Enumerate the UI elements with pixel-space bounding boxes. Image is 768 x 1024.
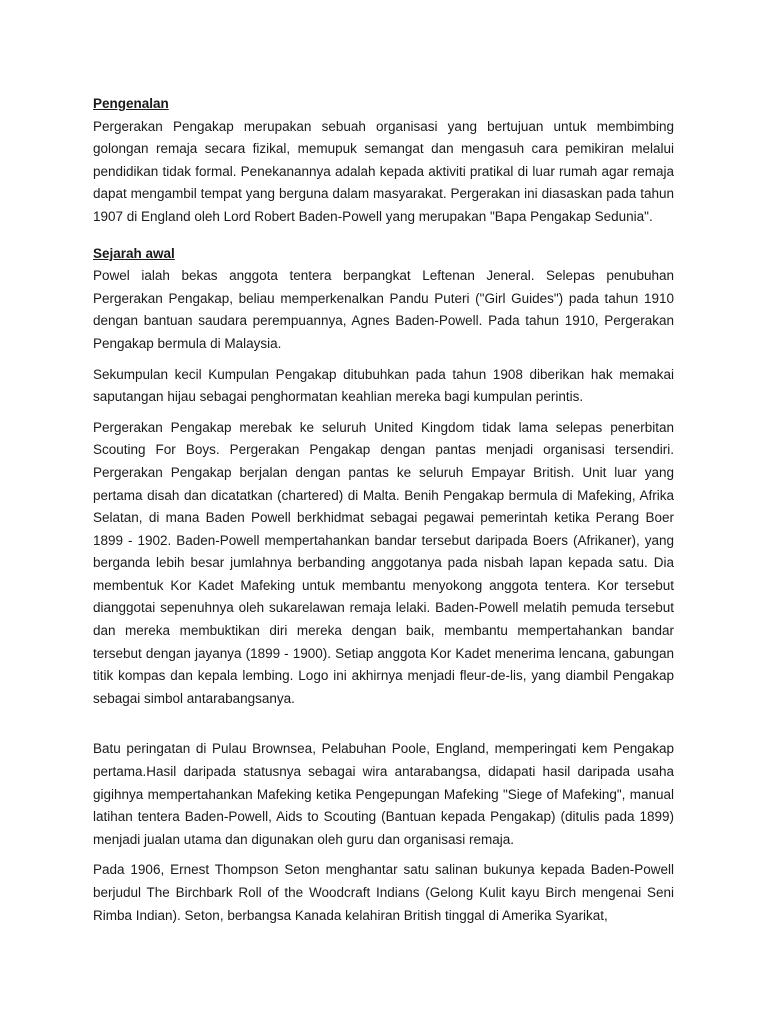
intro-paragraph: Pergerakan Pengakap merupakan sebuah organisasi yang bertujuan untuk membimbing golongan remaja secara fizikal, memupuk semangat dan mengasuh cara pemikiran melalui pendidikan tidak formal. Penekanannya adalah kepada aktiviti pratikal di luar rumah agar remaja dapat mengambil tempat yang berguna dalam masyarakat. Pergerakan ini diasaskan pada tahun 1907 di England oleh Lord Robert Baden-Powell yang merupakan "Bapa Pengakap Sedunia". — [93, 118, 674, 224]
history-paragraph-2: Sekumpulan kecil Kumpulan Pengakap ditubuhkan pada tahun 1908 diberikan hak memakai saputangan hijau sebagai penghormatan keahlian mereka bagi kumpulan perintis. — [93, 366, 674, 405]
history-paragraph-4: Batu peringatan di Pulau Brownsea, Pelabuhan Poole, England, memperingati kem Pengakap pertama.Hasil daripada statusnya sebagai wira antarabangsa, didapati hasil daripada usaha gigihnya mempertahankan Mafeking ketika Pengepungan Mafeking "Siege of Mafeking", manual latihan tentera Baden-Powell, Aids to Scouting (Bantuan kepada Pengakap) (ditulis pada 1899) menjadi jualan utama dan digunakan oleh guru dan organisasi remaja. — [93, 741, 674, 847]
history-paragraph-1: Powel ialah bekas anggota tentera berpangkat Leftenan Jeneral. Selepas penubuhan Pergerakan Pengakap, beliau memperkenalkan Pandu Puteri ("Girl Guides") pada tahun 1910 dengan bantuan saudara perempuannya, Agnes Baden-Powell. Pada tahun 1910, Pergerakan Pengakap bermula di Malaysia. — [93, 268, 674, 351]
history-heading: Sejarah awal — [93, 245, 175, 261]
history-paragraph-5: Pada 1906, Ernest Thompson Seton menghantar satu salinan bukunya kepada Baden-Powell berjudul The Birchbark Roll of the Woodcraft Indians (Gelong Kulit kayu Birch mengenai Seni Rimba Indian). Seton, berbangsa Kanada kelahiran British tinggal di Amerika Syarikat, — [93, 862, 674, 923]
intro-heading: Pengenalan — [93, 96, 169, 111]
history-paragraph-3: Pergerakan Pengakap merebak ke seluruh United Kingdom tidak lama selepas penerbitan Scouting For Boys. Pergerakan Pengakap dengan pantas menjadi organisasi tersendiri. Pergerakan Pengakap berjalan dengan pantas ke seluruh Empayar British. Unit luar yang pertama disah dan dicatatkan (chartered) di Malta. Benih Pengakap bermula di Mafeking, Afrika Selatan, di mana Baden Powell berkhidmat sebagai pegawai pemerintah ketika Perang Boer 1899 - 1902. Baden-Powell mempertahankan bandar tersebut daripada Boers (Afrikaner), yang berganda lebih besar jumlahnya berbanding anggotanya pada nisbah lapan kepada satu. Dia membentuk Kor Kadet Mafeking untuk membantu menyokong anggota tentera. Kor tersebut dianggotai sepenuhnya oleh sukarelawan remaja lelaki. Baden-Powell melatih pemuda tersebut dan mereka membuktikan diri mereka dengan baik, membantu mempertahankan bandar tersebut dengan jayanya (1899 - 1900). Setiap anggota Kor Kadet menerima lencana, gabungan titik kompas dan kepala lembing. Logo ini akhirnya menjadi fleur-de-lis, yang diambil Pengakap sebagai simbol antarabangsanya. — [93, 419, 674, 706]
